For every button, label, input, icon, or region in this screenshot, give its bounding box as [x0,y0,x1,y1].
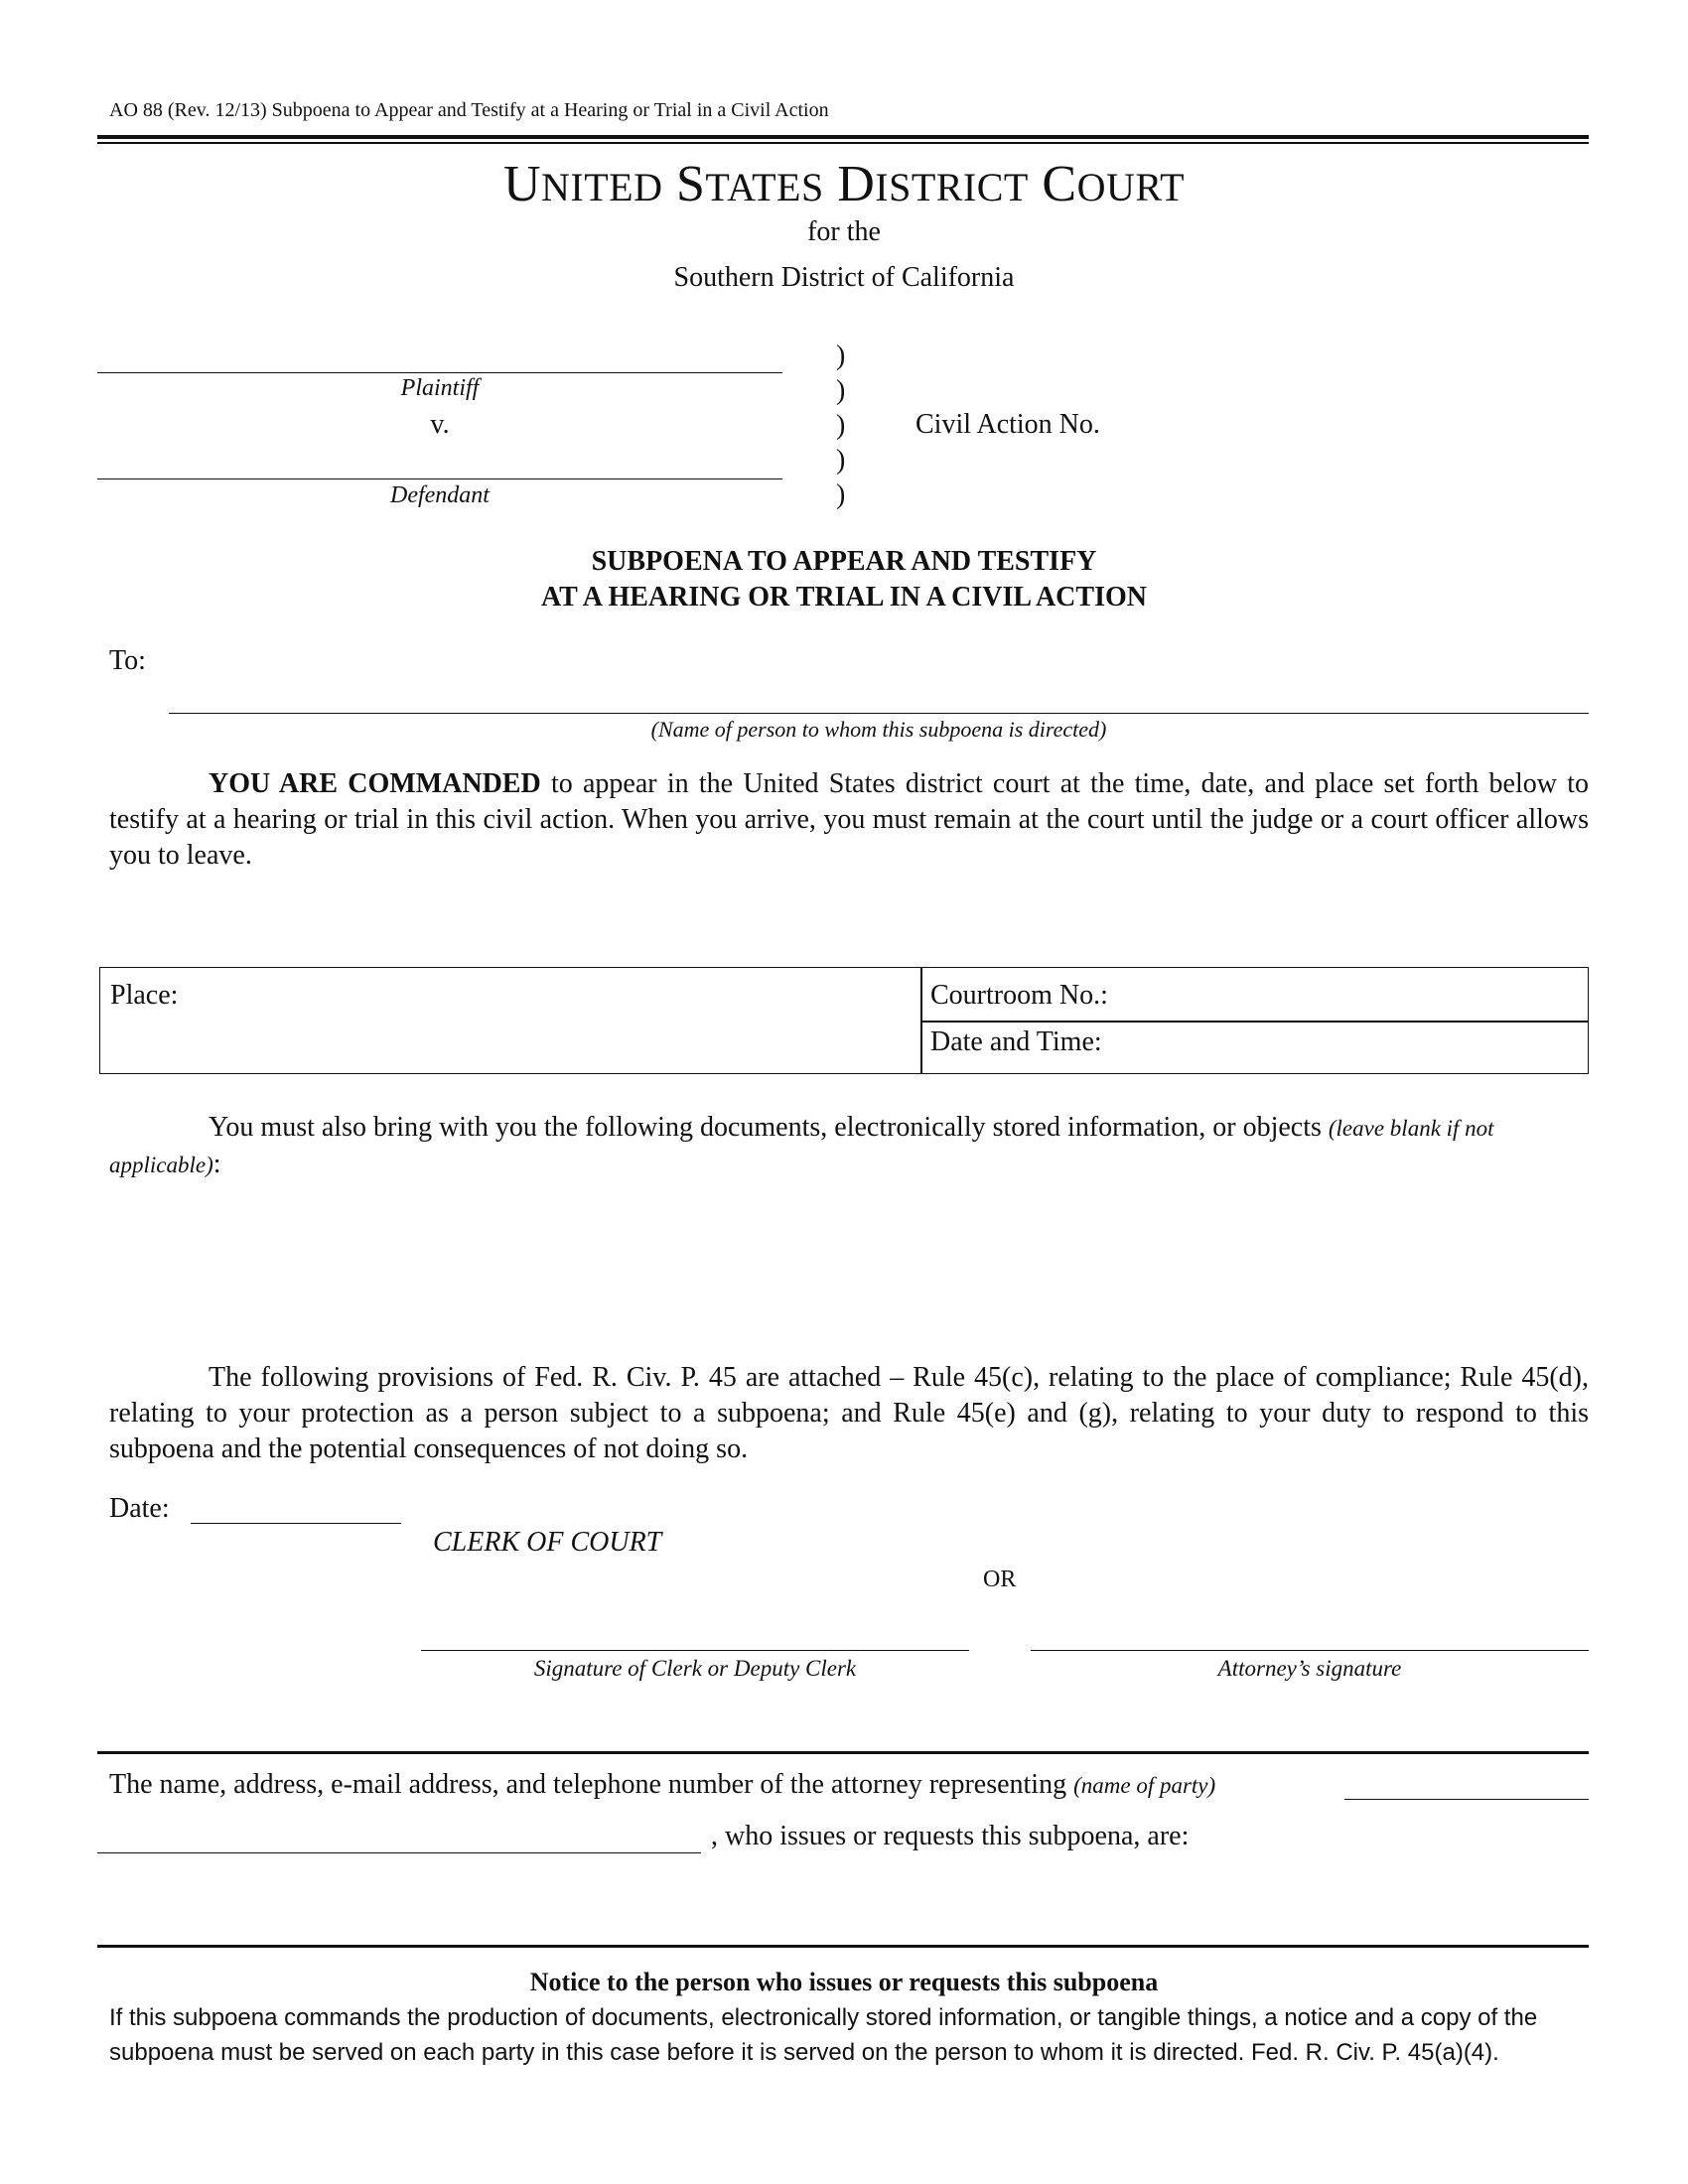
caption-paren: ) [836,479,846,510]
versus: v. [430,409,450,440]
section-rule [97,1751,1589,1754]
caption-paren: ) [836,410,846,441]
attorney-suffix: , who issues or requests this subpoena, are: [711,1821,1190,1851]
recipient-name-line[interactable] [169,713,1589,714]
caption-paren: ) [836,341,846,371]
civil-action-label: Civil Action No. [915,409,1100,440]
plaintiff-label: Plaintiff [400,375,480,401]
header-rule-thick [97,135,1589,139]
provisions-paragraph: The following provisions of Fed. R. Civ. P. 45 are attached – Rule 45(c), relating to the place of compliance; Rule 45(d), relating to your protection as a person subject to a subpoena; and Rule 45(e) and (g), relating to your duty to respond to this subpoena and the potential consequences of not doing so. [109,1362,1589,1464]
caption-paren: ) [836,445,846,476]
date-line[interactable] [191,1523,401,1524]
header-rule-thin [97,142,1589,144]
party-name-line[interactable] [1344,1799,1589,1800]
district-name: Southern District of California [673,262,1015,293]
documents-paragraph: You must also bring with you the following documents, electronically stored information, or objects (leave blank if not applicable): [109,1112,1494,1179]
form-id: AO 88 (Rev. 12/13) Subpoena to Appear and Testify at a Hearing or Trial in a Civil Action [109,99,829,121]
notice-body: If this subpoena commands the production of documents, electronically stored information, or tangible things, a notice and a copy of the subpoena must be served on each party in this case before it is served on the person to whom it is directed. Fed. R. Civ. P. 45(a)(4). [109,2004,1538,2066]
clerk-of-court: CLERK OF COURT [433,1527,662,1558]
or-label: OR [983,1567,1017,1592]
courtroom-label: Courtroom No.: [930,980,1108,1011]
defendant-line[interactable] [97,478,782,479]
attorney-signature-line[interactable] [1031,1650,1589,1651]
party-name-line-2[interactable] [97,1852,701,1853]
to-label: To: [109,645,146,676]
attorney-note: (name of party) [1073,1773,1216,1798]
place-table [99,967,1589,1074]
document-heading-line1: SUBPOENA TO APPEAR AND TESTIFY [591,546,1097,577]
datetime-label: Date and Time: [930,1026,1102,1057]
command-bold: YOU ARE COMMANDED [209,768,541,799]
court-title: UNITED STATES DISTRICT COURT [502,156,1186,212]
attorney-signature-caption: Attorney’s signature [1217,1656,1402,1681]
notice-rule [97,1945,1589,1948]
for-the: for the [807,216,881,247]
defendant-label: Defendant [390,482,490,508]
command-text: to appear in the United States district court at the time, date, and place set forth below to testify at a hearing or trial in this civil action. When you arrive, you must remain at the court until the judge or a court officer allows you to leave. [109,768,1589,871]
caption-paren: ) [836,375,846,406]
clerk-signature-line[interactable] [421,1650,969,1651]
documents-note: (leave blank if not applicable) [109,1116,1494,1177]
attorney-info-text: The name, address, e-mail address, and telephone number of the attorney representing (name of party) [109,1769,1216,1800]
recipient-caption: (Name of person to whom this subpoena is directed) [650,717,1107,742]
date-label: Date: [109,1493,170,1524]
place-label: Place: [110,980,179,1011]
clerk-signature-caption: Signature of Clerk or Deputy Clerk [533,1656,857,1681]
document-heading-line2: AT A HEARING OR TRIAL IN A CIVIL ACTION [541,582,1147,613]
notice-title: Notice to the person who issues or requests this subpoena [529,1968,1159,1996]
command-paragraph [109,766,1589,874]
plaintiff-line[interactable] [97,372,782,373]
